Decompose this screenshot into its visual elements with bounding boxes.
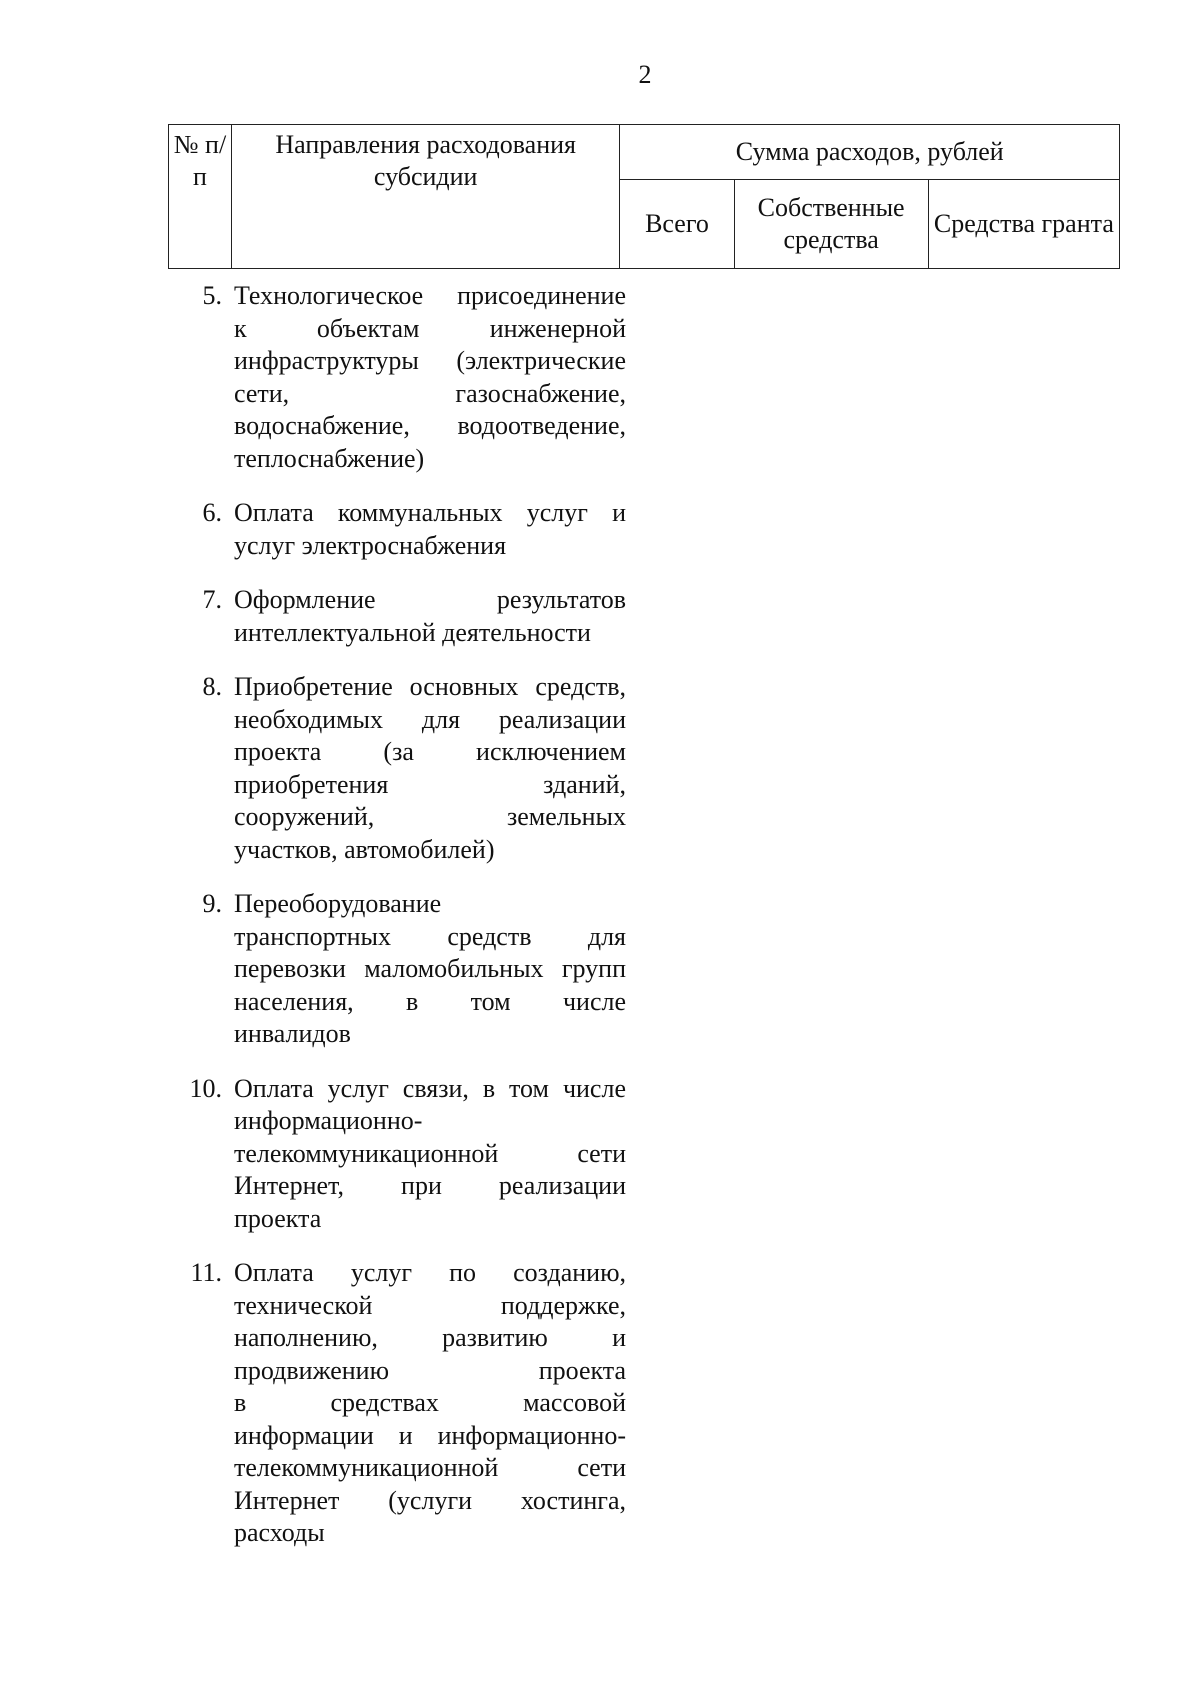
row-number: 6.	[202, 498, 222, 527]
row-text-line: инфраструктуры (электрические	[234, 346, 626, 375]
row-number: 9.	[202, 889, 222, 918]
row-text-line: Оплата услуг по созданию,	[234, 1258, 626, 1287]
row-text-line: транспортных средств для	[234, 921, 626, 951]
row-text-line: информации и информационно-	[234, 1420, 626, 1450]
row-text-line: приобретения зданий,	[234, 769, 626, 799]
expenses-table-header	[168, 124, 1120, 269]
table-row	[168, 584, 628, 649]
header-col-grant-funds: Средства гранта	[928, 180, 1119, 269]
row-text-line: Оплата услуг связи, в том числе	[234, 1073, 626, 1103]
row-number: 11.	[190, 1258, 222, 1287]
row-text-line: водоснабжение, водоотведение,	[234, 411, 626, 440]
row-direction-text	[234, 497, 626, 562]
row-text-line: Переоборудование	[234, 889, 442, 918]
row-text-line: расходы	[234, 1518, 325, 1547]
row-number: 5.	[202, 281, 222, 310]
row-text-line: интеллектуальной деятельности	[234, 617, 591, 647]
table-row	[168, 280, 628, 475]
row-text-line: технической поддержке,	[234, 1290, 626, 1320]
table-row	[168, 1257, 628, 1550]
table-row	[168, 888, 628, 1051]
table-row	[168, 1073, 628, 1236]
expense-directions-list	[168, 280, 628, 1572]
row-text-line: Интернет, при реализации	[234, 1171, 626, 1200]
row-text-line: теплоснабжение)	[234, 443, 425, 473]
row-text-line: перевозки маломобильных групп	[234, 954, 626, 983]
row-text-line: к объектам инженерной	[234, 313, 626, 343]
row-text-line: Приобретение основных средств,	[234, 672, 626, 701]
page-number: 2	[638, 60, 652, 89]
header-col-num: № п/п	[169, 125, 232, 269]
header-col-total: Всего	[620, 180, 734, 269]
row-text-line: в средствах массовой	[234, 1388, 626, 1417]
row-direction-text	[234, 280, 626, 475]
row-text-line: продвижению проекта	[234, 1355, 626, 1385]
row-text-line: услуг электроснабжения	[234, 530, 507, 560]
row-text-line: населения, в том числе	[234, 986, 626, 1016]
row-text-line: телекоммуникационной сети	[234, 1453, 626, 1482]
row-text-line: телекоммуникационной сети	[234, 1138, 626, 1168]
row-text-line: инвалидов	[234, 1019, 351, 1048]
row-number: 7.	[202, 585, 222, 614]
row-text-line: Оплата коммунальных услуг и	[234, 498, 626, 527]
row-text-line: проекта (за исключением	[234, 737, 626, 766]
table-row	[168, 671, 628, 866]
row-text-line: проекта	[234, 1203, 322, 1233]
row-direction-text	[234, 671, 626, 866]
row-direction-text	[234, 584, 626, 649]
row-text-line: сооружений, земельных	[234, 802, 626, 831]
row-number: 8.	[202, 672, 222, 701]
row-direction-text	[234, 1257, 626, 1550]
table-row	[168, 497, 628, 562]
row-text-line: Интернет (услуги хостинга,	[234, 1485, 626, 1515]
row-text-line: необходимых для реализации	[234, 704, 626, 734]
row-number: 10.	[189, 1073, 222, 1103]
header-col-direction: Направления расходования субсидии	[231, 125, 620, 269]
row-text-line: информационно-	[234, 1106, 423, 1135]
row-text-line: сети, газоснабжение,	[234, 378, 626, 408]
row-text-line: Технологическое присоединение	[234, 281, 626, 310]
row-text-line: Оформление результатов	[234, 585, 626, 614]
header-col-sum: Сумма расходов, рублей	[620, 125, 1120, 180]
row-text-line: наполнению, развитию и	[234, 1323, 626, 1352]
row-direction-text	[234, 888, 626, 1051]
row-direction-text	[234, 1073, 626, 1236]
header-col-own-funds: Собственные средства	[734, 180, 928, 269]
row-text-line: участков, автомобилей)	[234, 834, 495, 864]
